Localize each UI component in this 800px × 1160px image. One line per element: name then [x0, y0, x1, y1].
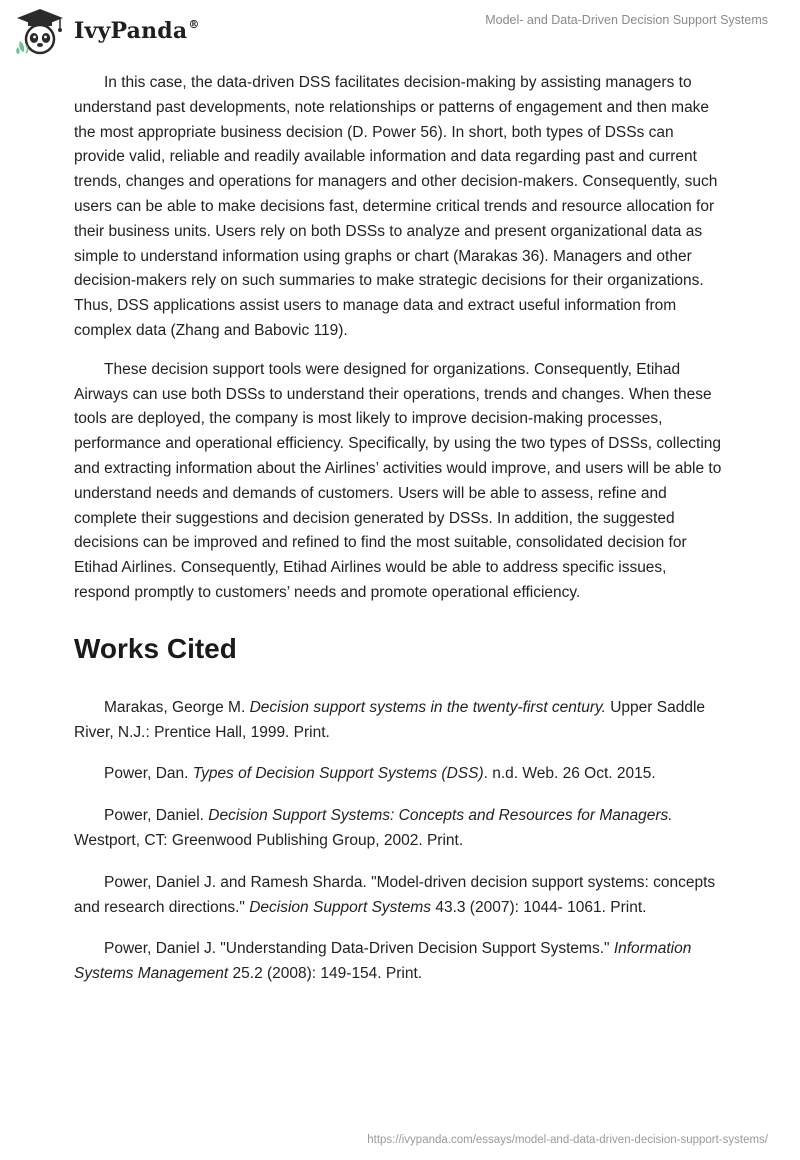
source-url-link[interactable]: https://ivypanda.com/essays/model-and-data-driven-decision-support-systems/ [367, 1134, 768, 1146]
citation-details: 25.2 (2008): 149-154. Print. [228, 965, 423, 983]
registered-mark: ® [188, 18, 200, 31]
works-cited-heading: Works Cited [74, 632, 237, 664]
citation-title: Information Systems Management [74, 940, 692, 983]
citation-entry [74, 871, 726, 921]
citation-author: Marakas, George M. [104, 698, 250, 716]
citation-author: Power, Daniel J. and Ramesh Sharda. "Model-driven decision support systems: concepts and research directions." [74, 873, 716, 916]
citation-details: 43.3 (2007): 1044- 1061. Print. [431, 898, 647, 916]
essay-content [74, 71, 726, 1004]
citation-details: Westport, CT: Greenwood Publishing Group, 2002. Print. [74, 831, 464, 849]
citation-title: Decision support systems in the twenty-first century. [249, 698, 606, 716]
brand-name[interactable] [74, 18, 200, 44]
citation-author: Power, Daniel. [104, 807, 209, 825]
citation-title: Decision Support Systems [249, 898, 432, 916]
citation-entry [74, 696, 726, 746]
citation-author: Power, Dan. [104, 765, 193, 783]
ivypanda-logo-icon[interactable] [14, 7, 66, 55]
citation-details: Upper Saddle River, N.J.: Prentice Hall, 1999. Print. [74, 698, 706, 741]
citation-entry [74, 937, 726, 987]
citation-entry [74, 762, 726, 787]
page-header [0, 0, 800, 66]
body-paragraph-1: In this case, the data-driven DSS facilitates decision-making by assisting managers to understand past developments, note relationships or patterns of engagement and then make the most appropriate business decision (D. Power 56). In short, both types of DSSs can provide valid, reliable and readily available information and data regarding past and current trends, changes and operations for managers and other decision-makers. Consequently, such users can be able to make decisions fast, determine critical trends and resource allocation for their business units. Users rely on both DSSs to analyze and present organizational data as simple to understand information using graphs or chart (Marakas 36). Managers and other decision-makers rely on such summaries to make strategic decisions for their organizations. Thus, DSS applications assist users to manage data and extract useful information from complex data (Zhang and Babovic 119). [74, 74, 718, 339]
citation-entry [74, 804, 726, 854]
citation-author: Power, Daniel J. "Understanding Data-Driven Decision Support Systems." [104, 940, 614, 958]
brand-name-text: IvyPanda [74, 18, 188, 44]
citation-details: . n.d. Web. 26 Oct. 2015. [483, 765, 656, 783]
citation-title: Types of Decision Support Systems (DSS) [192, 765, 484, 783]
document-title: Model- and Data-Driven Decision Support Systems [485, 13, 768, 27]
body-paragraph-2: These decision support tools were designed for organizations. Consequently, Etihad Airways can use both DSSs to understand their operations, trends and changes. When these tools are deployed, the company is most likely to improve decision-making processes, performance and operational efficiency. Specifically, by using the two types of DSSs, collecting and extracting information about the Airlines’ activities would improve, and users will be able to understand needs and demands of customers. Users will be able to assess, refine and complete their suggestions and decision generated by DSSs. In addition, the suggested decisions can be improved and refined to find the most suitable, consolidated decision for Etihad Airlines. Consequently, Etihad Airlines would be able to address specific issues, respond promptly to customers’ needs and promote operational efficiency. [74, 360, 722, 601]
citation-title: Decision Support Systems: Concepts and Resources for Managers. [208, 807, 673, 825]
